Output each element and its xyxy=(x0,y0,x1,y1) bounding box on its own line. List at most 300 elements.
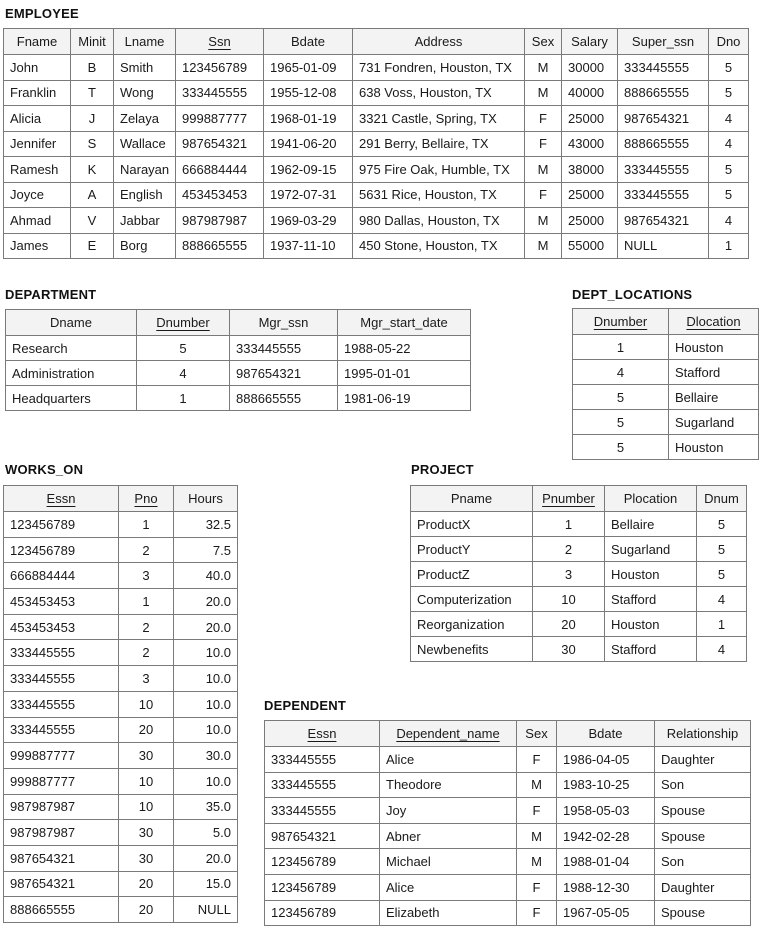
employee-cell: T xyxy=(71,80,114,106)
project-column-label: Dnum xyxy=(704,491,739,506)
employee-cell: J xyxy=(71,106,114,132)
dependent-cell: F xyxy=(517,798,557,824)
project-row xyxy=(411,512,747,537)
employee-cell: M xyxy=(525,55,562,81)
employee-cell: Jabbar xyxy=(114,208,176,234)
department-cell: 987654321 xyxy=(230,361,338,386)
dependent-title: DEPENDENT xyxy=(264,698,346,713)
employee-cell: 4 xyxy=(709,131,749,157)
dependent-row xyxy=(265,900,751,926)
works-on-column-label: Hours xyxy=(188,491,223,506)
department-cell: Research xyxy=(6,336,137,361)
works-on-cell: 10.0 xyxy=(174,691,238,717)
employee-cell: 25000 xyxy=(562,106,618,132)
dept-locations-row xyxy=(573,360,759,385)
project-column-header xyxy=(697,486,747,512)
dependent-cell: Elizabeth xyxy=(380,900,517,926)
works-on-cell: 30 xyxy=(119,820,174,846)
project-cell: 4 xyxy=(697,637,747,662)
works-on-row xyxy=(4,717,238,743)
department-column-header xyxy=(6,310,137,336)
department-cell: 1981-06-19 xyxy=(338,386,471,411)
employee-cell: John xyxy=(4,55,71,81)
employee-cell: 453453453 xyxy=(176,182,264,208)
dept-locations-cell: Bellaire xyxy=(669,385,759,410)
dependent-column-header xyxy=(265,721,380,747)
employee-column-label: Super_ssn xyxy=(631,34,695,49)
employee-cell: 123456789 xyxy=(176,55,264,81)
project-cell: 30 xyxy=(533,637,605,662)
dept-locations-row xyxy=(573,335,759,360)
employee-cell: NULL xyxy=(618,233,709,259)
works-on-cell: 5.0 xyxy=(174,820,238,846)
employee-column-label: Ssn xyxy=(208,34,231,49)
works-on-cell: 10 xyxy=(119,768,174,794)
works-on-cell: 35.0 xyxy=(174,794,238,820)
employee-cell: 987654321 xyxy=(618,208,709,234)
employee-cell: F xyxy=(525,182,562,208)
department-title: DEPARTMENT xyxy=(5,287,97,302)
dependent-cell: Daughter xyxy=(655,874,751,900)
employee-column-header xyxy=(4,29,71,55)
works-on-column-header xyxy=(174,486,238,512)
employee-cell: 5631 Rice, Houston, TX xyxy=(353,182,525,208)
dependent-cell: 1988-01-04 xyxy=(557,849,655,875)
dependent-cell: Joy xyxy=(380,798,517,824)
employee-title: EMPLOYEE xyxy=(5,6,79,21)
employee-cell: 333445555 xyxy=(176,80,264,106)
dependent-column-label: Dependent_name xyxy=(396,726,500,741)
works-on-cell: 10.0 xyxy=(174,640,238,666)
employee-cell: 291 Berry, Bellaire, TX xyxy=(353,131,525,157)
dependent-cell: 1958-05-03 xyxy=(557,798,655,824)
works-on-cell: 1 xyxy=(119,589,174,615)
project-header-row xyxy=(411,486,747,512)
employee-cell: 30000 xyxy=(562,55,618,81)
employee-cell: 987654321 xyxy=(618,106,709,132)
works-on-row xyxy=(4,871,238,897)
employee-column-header xyxy=(353,29,525,55)
works-on-row xyxy=(4,691,238,717)
employee-cell: 888665555 xyxy=(176,233,264,259)
employee-cell: K xyxy=(71,157,114,183)
works-on-cell: 1 xyxy=(119,512,174,538)
employee-row xyxy=(4,55,749,81)
employee-cell: 38000 xyxy=(562,157,618,183)
project-cell: 1 xyxy=(533,512,605,537)
project-cell: 2 xyxy=(533,537,605,562)
works-on-table xyxy=(3,485,238,923)
works-on-cell: 20 xyxy=(119,717,174,743)
employee-cell: 1941-06-20 xyxy=(264,131,353,157)
dependent-cell: Spouse xyxy=(655,798,751,824)
project-cell: 4 xyxy=(697,587,747,612)
works-on-cell: 666884444 xyxy=(4,563,119,589)
employee-cell: Wong xyxy=(114,80,176,106)
employee-cell: 1937-11-10 xyxy=(264,233,353,259)
employee-cell: Joyce xyxy=(4,182,71,208)
project-row xyxy=(411,587,747,612)
works-on-cell: 2 xyxy=(119,537,174,563)
dependent-row xyxy=(265,874,751,900)
project-column-header xyxy=(411,486,533,512)
employee-cell: 987987987 xyxy=(176,208,264,234)
employee-cell: 5 xyxy=(709,80,749,106)
works-on-cell: 10.0 xyxy=(174,666,238,692)
dependent-cell: Son xyxy=(655,772,751,798)
works-on-cell: 30.0 xyxy=(174,743,238,769)
employee-cell: 1968-01-19 xyxy=(264,106,353,132)
project-cell: ProductZ xyxy=(411,562,533,587)
works-on-row xyxy=(4,537,238,563)
department-cell: 1 xyxy=(137,386,230,411)
employee-column-label: Sex xyxy=(531,34,555,49)
employee-column-label: Dno xyxy=(716,34,741,49)
works-on-cell: 123456789 xyxy=(4,512,119,538)
dependent-cell: 333445555 xyxy=(265,747,380,773)
project-column-header xyxy=(605,486,697,512)
employee-cell: Narayan xyxy=(114,157,176,183)
employee-cell: A xyxy=(71,182,114,208)
works-on-cell: 453453453 xyxy=(4,589,119,615)
works-on-column-header xyxy=(119,486,174,512)
employee-column-header xyxy=(176,29,264,55)
works-on-cell: 40.0 xyxy=(174,563,238,589)
dept-locations-cell: Houston xyxy=(669,435,759,460)
dependent-cell: Theodore xyxy=(380,772,517,798)
dependent-row xyxy=(265,798,751,824)
dependent-cell: Alice xyxy=(380,747,517,773)
employee-cell: 731 Fondren, Houston, TX xyxy=(353,55,525,81)
employee-row xyxy=(4,131,749,157)
employee-column-header xyxy=(618,29,709,55)
works-on-cell: 999887777 xyxy=(4,743,119,769)
dept-locations-cell: Sugarland xyxy=(669,410,759,435)
employee-cell: 638 Voss, Houston, TX xyxy=(353,80,525,106)
employee-cell: Zelaya xyxy=(114,106,176,132)
dependent-column-header xyxy=(655,721,751,747)
works-on-cell: 10.0 xyxy=(174,768,238,794)
employee-cell: 3321 Castle, Spring, TX xyxy=(353,106,525,132)
employee-cell: 5 xyxy=(709,55,749,81)
dependent-row xyxy=(265,823,751,849)
dependent-cell: 987654321 xyxy=(265,823,380,849)
project-column-label: Plocation xyxy=(623,491,678,506)
employee-cell: B xyxy=(71,55,114,81)
works-on-cell: 20.0 xyxy=(174,845,238,871)
dependent-cell: M xyxy=(517,772,557,798)
dependent-cell: 123456789 xyxy=(265,900,380,926)
employee-cell: 333445555 xyxy=(618,182,709,208)
dept-locations-cell: 5 xyxy=(573,435,669,460)
dependent-row xyxy=(265,747,751,773)
department-cell: Headquarters xyxy=(6,386,137,411)
project-cell: Reorganization xyxy=(411,612,533,637)
project-cell: Houston xyxy=(605,562,697,587)
dept-locations-table xyxy=(572,308,759,460)
employee-cell: Franklin xyxy=(4,80,71,106)
works-on-cell: 32.5 xyxy=(174,512,238,538)
dependent-column-label: Essn xyxy=(307,726,337,741)
employee-cell: Wallace xyxy=(114,131,176,157)
employee-cell: F xyxy=(525,106,562,132)
project-column-header xyxy=(533,486,605,512)
department-column-label: Dnumber xyxy=(156,315,210,330)
employee-header-row xyxy=(4,29,749,55)
dependent-row xyxy=(265,849,751,875)
project-cell: Sugarland xyxy=(605,537,697,562)
employee-column-header xyxy=(114,29,176,55)
dept-locations-column-header xyxy=(669,309,759,335)
department-column-label: Mgr_ssn xyxy=(258,315,309,330)
works-on-cell: 987654321 xyxy=(4,871,119,897)
employee-column-header xyxy=(709,29,749,55)
works-on-cell: 453453453 xyxy=(4,614,119,640)
project-cell: 5 xyxy=(697,562,747,587)
works-on-cell: 10 xyxy=(119,794,174,820)
project-cell: Stafford xyxy=(605,637,697,662)
employee-cell: E xyxy=(71,233,114,259)
dependent-cell: 1942-02-28 xyxy=(557,823,655,849)
dependent-cell: 1967-05-05 xyxy=(557,900,655,926)
works-on-cell: 3 xyxy=(119,563,174,589)
employee-cell: 666884444 xyxy=(176,157,264,183)
project-row xyxy=(411,537,747,562)
employee-row xyxy=(4,233,749,259)
dept-locations-cell: Stafford xyxy=(669,360,759,385)
works-on-cell: 10.0 xyxy=(174,717,238,743)
employee-column-label: Salary xyxy=(571,34,608,49)
dependent-cell: Son xyxy=(655,849,751,875)
works-on-cell: 10 xyxy=(119,691,174,717)
project-cell: 5 xyxy=(697,537,747,562)
project-cell: 5 xyxy=(697,512,747,537)
department-cell: 333445555 xyxy=(230,336,338,361)
works-on-cell: 987987987 xyxy=(4,794,119,820)
employee-cell: 43000 xyxy=(562,131,618,157)
employee-row xyxy=(4,157,749,183)
department-column-header xyxy=(137,310,230,336)
department-row xyxy=(6,336,471,361)
project-row xyxy=(411,562,747,587)
department-row xyxy=(6,361,471,386)
dept-locations-cell: 1 xyxy=(573,335,669,360)
employee-cell: 1965-01-09 xyxy=(264,55,353,81)
dept-locations-column-header xyxy=(573,309,669,335)
project-column-label: Pname xyxy=(450,491,493,506)
employee-row xyxy=(4,80,749,106)
employee-column-header xyxy=(562,29,618,55)
works-on-cell: 7.5 xyxy=(174,537,238,563)
department-cell: 1995-01-01 xyxy=(338,361,471,386)
project-cell: 10 xyxy=(533,587,605,612)
works-on-row xyxy=(4,666,238,692)
works-on-row xyxy=(4,897,238,923)
department-cell: 888665555 xyxy=(230,386,338,411)
dependent-cell: M xyxy=(517,823,557,849)
works-on-row xyxy=(4,614,238,640)
employee-column-label: Lname xyxy=(124,34,165,49)
dependent-cell: 123456789 xyxy=(265,849,380,875)
employee-cell: English xyxy=(114,182,176,208)
works-on-title: WORKS_ON xyxy=(5,462,84,477)
employee-cell: 333445555 xyxy=(618,157,709,183)
works-on-row xyxy=(4,794,238,820)
dependent-column-label: Sex xyxy=(525,726,548,741)
employee-cell: 5 xyxy=(709,157,749,183)
dependent-column-header xyxy=(380,721,517,747)
dependent-column-label: Bdate xyxy=(588,726,623,741)
dept-locations-column-label: Dnumber xyxy=(593,314,648,329)
employee-cell: 1969-03-29 xyxy=(264,208,353,234)
employee-cell: Ahmad xyxy=(4,208,71,234)
project-cell: Newbenefits xyxy=(411,637,533,662)
works-on-row xyxy=(4,743,238,769)
works-on-cell: 333445555 xyxy=(4,640,119,666)
employee-cell: James xyxy=(4,233,71,259)
employee-cell: 55000 xyxy=(562,233,618,259)
employee-column-header xyxy=(264,29,353,55)
dependent-cell: 333445555 xyxy=(265,798,380,824)
dependent-cell: F xyxy=(517,874,557,900)
works-on-cell: 999887777 xyxy=(4,768,119,794)
works-on-column-label: Pno xyxy=(134,491,158,506)
employee-cell: Ramesh xyxy=(4,157,71,183)
works-on-cell: 3 xyxy=(119,666,174,692)
dependent-cell: 123456789 xyxy=(265,874,380,900)
dependent-header-row xyxy=(265,721,751,747)
employee-cell: 5 xyxy=(709,182,749,208)
dept-locations-title: DEPT_LOCATIONS xyxy=(572,287,693,302)
project-cell: 3 xyxy=(533,562,605,587)
employee-cell: M xyxy=(525,157,562,183)
dependent-column-header xyxy=(557,721,655,747)
project-cell: ProductX xyxy=(411,512,533,537)
employee-cell: 999887777 xyxy=(176,106,264,132)
project-cell: 20 xyxy=(533,612,605,637)
employee-cell: 25000 xyxy=(562,208,618,234)
employee-cell: 1972-07-31 xyxy=(264,182,353,208)
works-on-row xyxy=(4,589,238,615)
dependent-cell: Abner xyxy=(380,823,517,849)
dept-locations-row xyxy=(573,385,759,410)
employee-column-label: Fname xyxy=(16,34,58,49)
works-on-cell: 2 xyxy=(119,614,174,640)
employee-cell: 975 Fire Oak, Humble, TX xyxy=(353,157,525,183)
employee-cell: 987654321 xyxy=(176,131,264,157)
employee-cell: M xyxy=(525,233,562,259)
department-header-row xyxy=(6,310,471,336)
works-on-cell: 123456789 xyxy=(4,537,119,563)
works-on-cell: 888665555 xyxy=(4,897,119,923)
department-cell: 5 xyxy=(137,336,230,361)
department-column-label: Dname xyxy=(50,315,92,330)
works-on-cell: 987654321 xyxy=(4,845,119,871)
employee-cell: 888665555 xyxy=(618,131,709,157)
dependent-column-label: Relationship xyxy=(666,726,739,741)
works-on-cell: 20 xyxy=(119,871,174,897)
project-cell: ProductY xyxy=(411,537,533,562)
department-column-label: Mgr_start_date xyxy=(360,315,448,330)
works-on-cell: NULL xyxy=(174,897,238,923)
employee-cell: 888665555 xyxy=(618,80,709,106)
department-cell: 1988-05-22 xyxy=(338,336,471,361)
dependent-column-header xyxy=(517,721,557,747)
project-cell: Computerization xyxy=(411,587,533,612)
works-on-cell: 333445555 xyxy=(4,666,119,692)
dependent-cell: 1986-04-05 xyxy=(557,747,655,773)
works-on-header-row xyxy=(4,486,238,512)
dependent-cell: F xyxy=(517,900,557,926)
employee-cell: F xyxy=(525,131,562,157)
works-on-row xyxy=(4,640,238,666)
employee-cell: V xyxy=(71,208,114,234)
works-on-row xyxy=(4,768,238,794)
works-on-cell: 15.0 xyxy=(174,871,238,897)
works-on-row xyxy=(4,563,238,589)
dependent-cell: Alice xyxy=(380,874,517,900)
employee-cell: 25000 xyxy=(562,182,618,208)
works-on-cell: 333445555 xyxy=(4,717,119,743)
employee-cell: Alicia xyxy=(4,106,71,132)
employee-cell: 333445555 xyxy=(618,55,709,81)
dependent-table xyxy=(264,720,751,926)
dept-locations-header-row xyxy=(573,309,759,335)
employee-cell: 1955-12-08 xyxy=(264,80,353,106)
dependent-cell: Michael xyxy=(380,849,517,875)
department-column-header xyxy=(338,310,471,336)
works-on-row xyxy=(4,512,238,538)
project-cell: Houston xyxy=(605,612,697,637)
works-on-row xyxy=(4,845,238,871)
project-cell: 1 xyxy=(697,612,747,637)
dept-locations-row xyxy=(573,435,759,460)
project-cell: Bellaire xyxy=(605,512,697,537)
works-on-cell: 20.0 xyxy=(174,589,238,615)
employee-cell: Borg xyxy=(114,233,176,259)
works-on-cell: 30 xyxy=(119,743,174,769)
dependent-row xyxy=(265,772,751,798)
employee-cell: Jennifer xyxy=(4,131,71,157)
dependent-cell: M xyxy=(517,849,557,875)
dept-locations-cell: 5 xyxy=(573,385,669,410)
dependent-cell: Daughter xyxy=(655,747,751,773)
employee-cell: M xyxy=(525,80,562,106)
employee-column-label: Minit xyxy=(78,34,106,49)
works-on-column-header xyxy=(4,486,119,512)
employee-column-header xyxy=(525,29,562,55)
department-cell: Administration xyxy=(6,361,137,386)
dependent-cell: 1983-10-25 xyxy=(557,772,655,798)
dependent-cell: F xyxy=(517,747,557,773)
department-row xyxy=(6,386,471,411)
works-on-cell: 20.0 xyxy=(174,614,238,640)
dept-locations-cell: 4 xyxy=(573,360,669,385)
employee-cell: Smith xyxy=(114,55,176,81)
project-row xyxy=(411,637,747,662)
works-on-cell: 30 xyxy=(119,845,174,871)
dept-locations-cell: Houston xyxy=(669,335,759,360)
works-on-column-label: Essn xyxy=(46,491,76,506)
employee-cell: 980 Dallas, Houston, TX xyxy=(353,208,525,234)
dependent-cell: 1988-12-30 xyxy=(557,874,655,900)
project-table xyxy=(410,485,747,662)
works-on-cell: 987987987 xyxy=(4,820,119,846)
dependent-cell: 333445555 xyxy=(265,772,380,798)
employee-table xyxy=(3,28,749,259)
employee-column-label: Bdate xyxy=(291,34,325,49)
dept-locations-cell: 5 xyxy=(573,410,669,435)
